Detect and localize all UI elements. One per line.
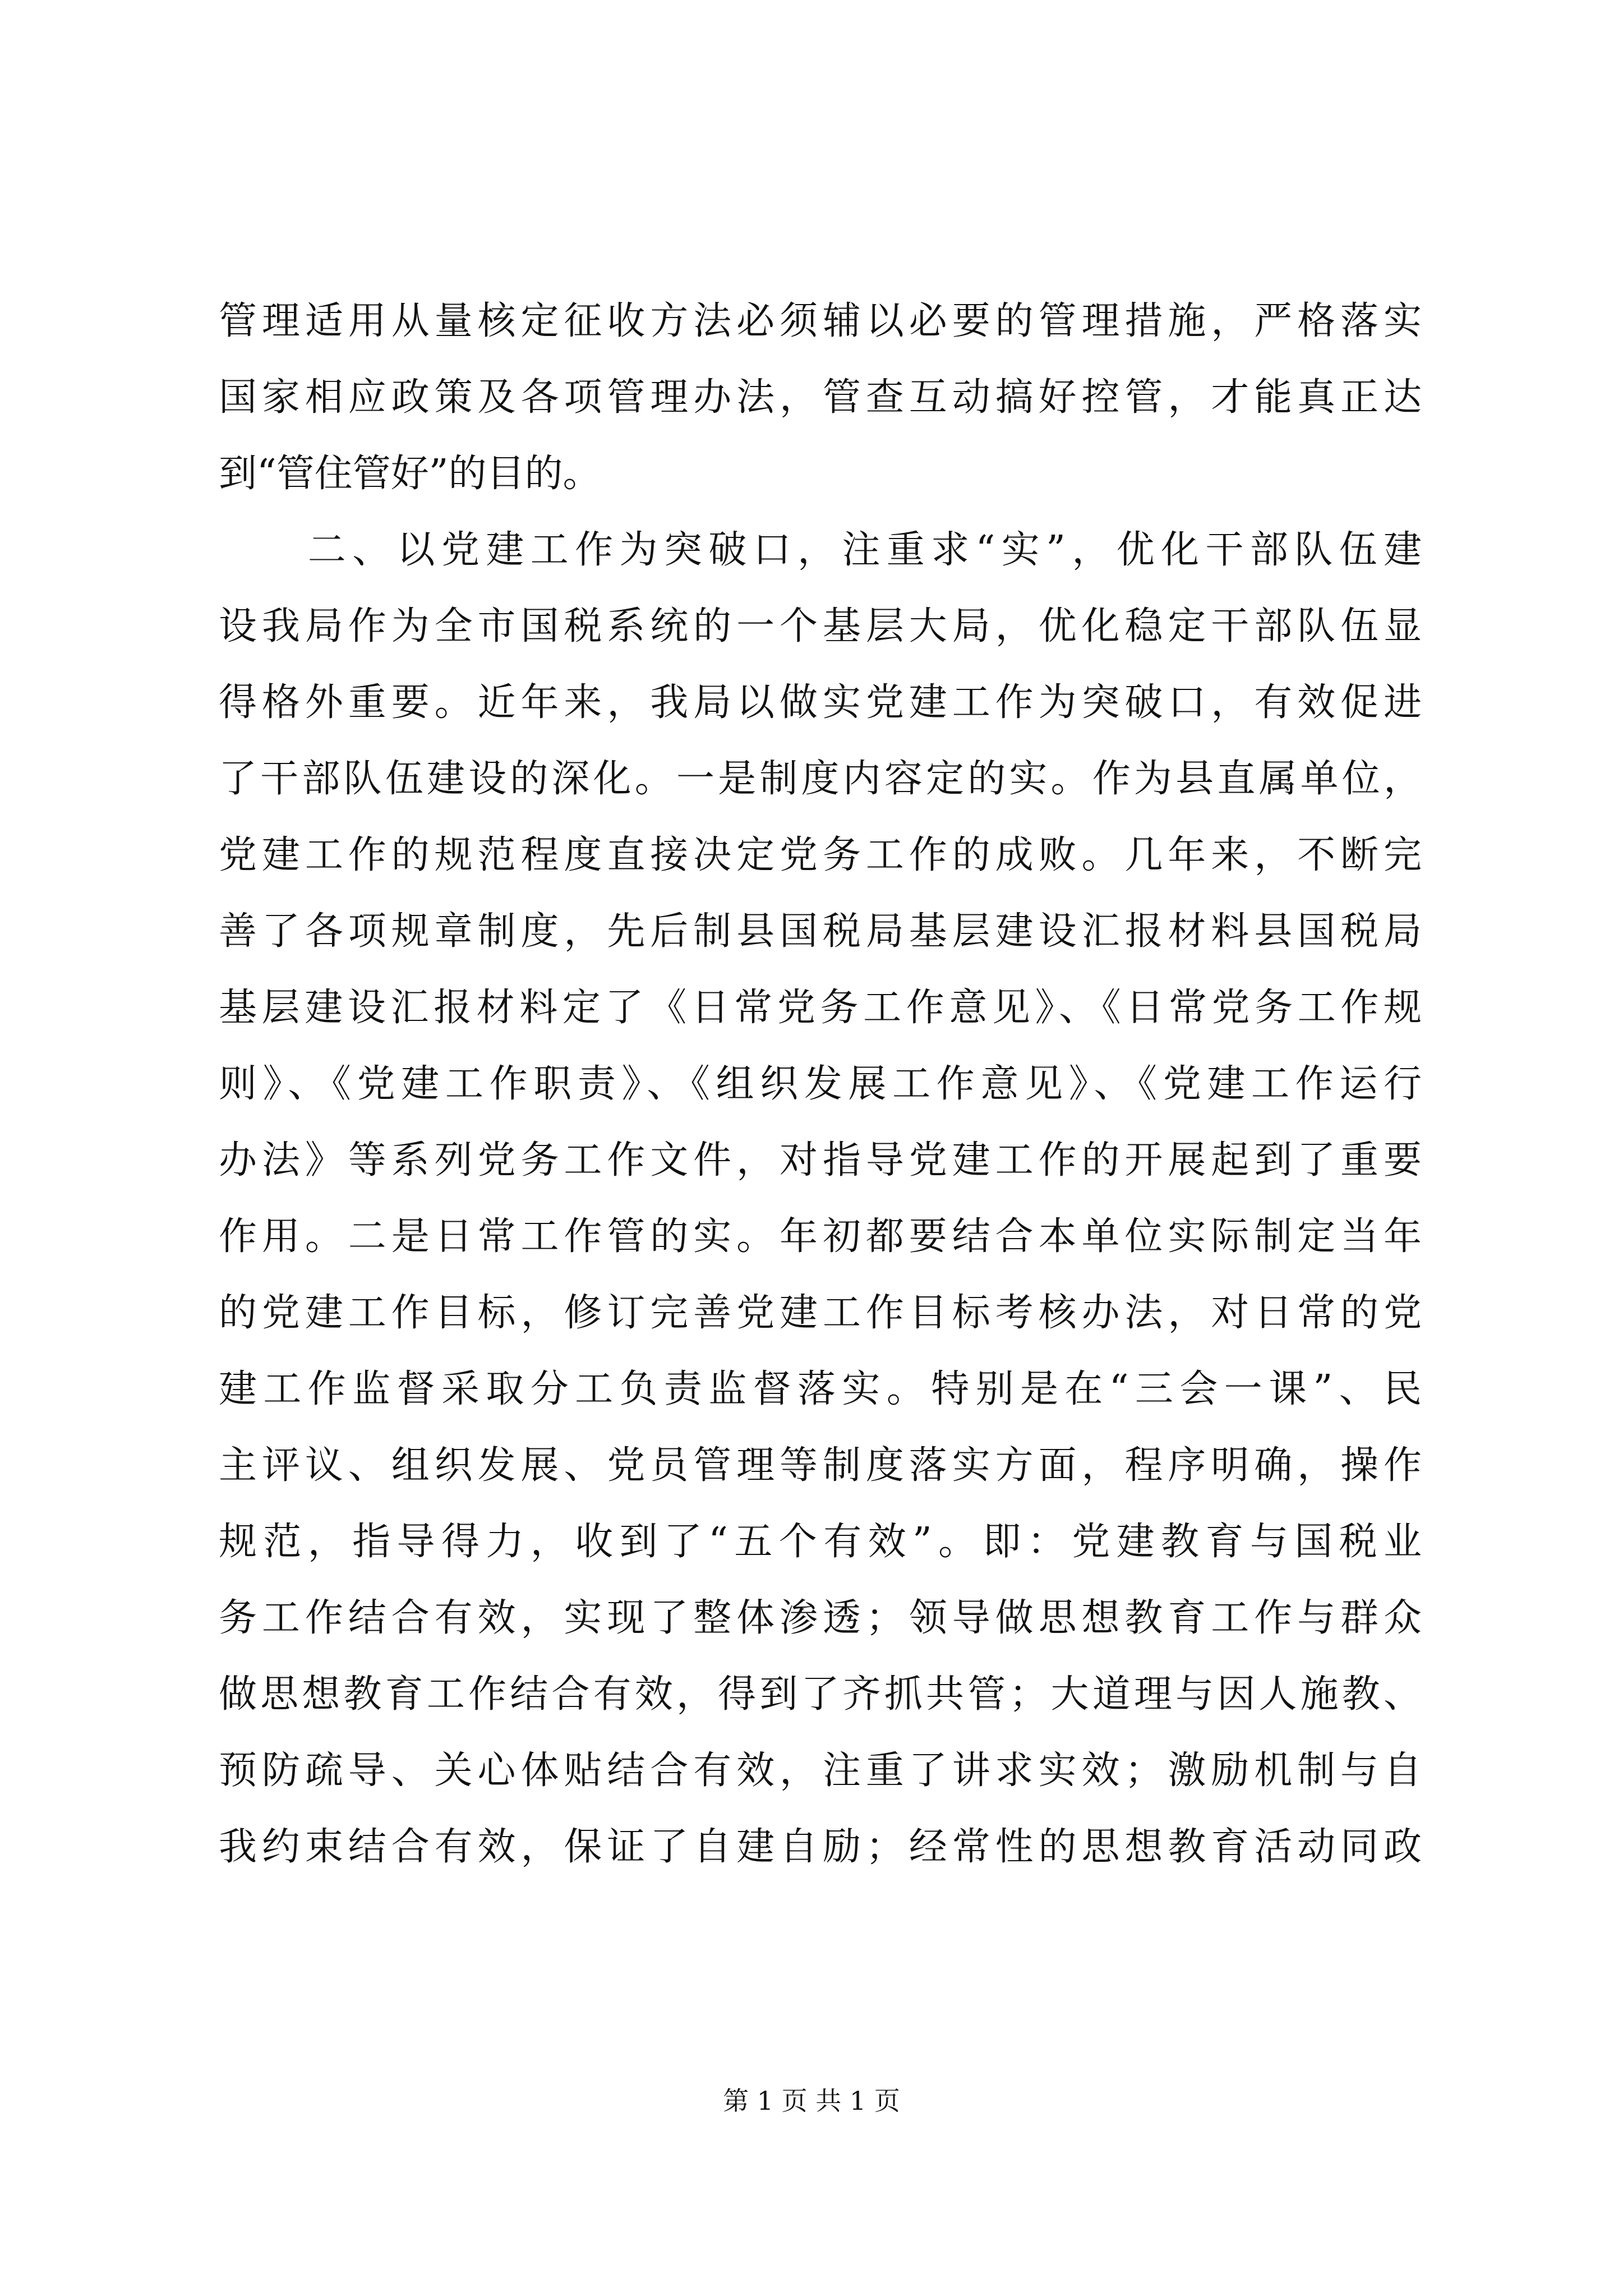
text-line: 的党建工作目标，修订完善党建工作目标考核办法，对日常的党 xyxy=(219,1291,1422,1335)
text-line: 办法》等系列党务工作文件，对指导党建工作的开展起到了重要 xyxy=(219,1138,1422,1182)
text-line: 做思想教育工作结合有效，得到了齐抓共管；大道理与因人施教、 xyxy=(219,1672,1422,1717)
text-line: 二、以党建工作为突破口，注重求“实”，优化干部队伍建 xyxy=(219,528,1422,572)
text-line: 管理适用从量核定征收方法必须辅以必要的管理措施，严格落实 xyxy=(219,299,1422,343)
text-line: 善了各项规章制度，先后制县国税局基层建设汇报材料县国税局 xyxy=(219,909,1422,954)
document-body xyxy=(219,283,1422,1885)
text-line: 建工作监督采取分工负责监督落实。特别是在“三会一课”、民 xyxy=(219,1367,1422,1411)
text-line: 党建工作的规范程度直接决定党务工作的成败。几年来，不断完 xyxy=(219,833,1422,877)
text-line: 国家相应政策及各项管理办法，管查互动搞好控管，才能真正达 xyxy=(219,375,1422,420)
text-line: 我约束结合有效，保证了自建自励；经常性的思想教育活动同政 xyxy=(219,1825,1422,1869)
text-line: 到“管住管好”的目的。 xyxy=(219,452,601,496)
text-line: 主评议、组织发展、党员管理等制度落实方面，程序明确，操作 xyxy=(219,1443,1422,1488)
text-line: 规范，指导得力，收到了“五个有效”。即：党建教育与国税业 xyxy=(219,1520,1422,1564)
text-line: 设我局作为全市国税系统的一个基层大局，优化稳定干部队伍显 xyxy=(219,604,1422,648)
text-line: 了干部队伍建设的深化。一是制度内容定的实。作为县直属单位， xyxy=(219,757,1422,801)
text-line: 作用。二是日常工作管的实。年初都要结合本单位实际制定当年 xyxy=(219,1214,1422,1259)
text-line: 基层建设汇报材料定了《日常党务工作意见》、《日常党务工作规 xyxy=(219,986,1422,1030)
text-line: 得格外重要。近年来，我局以做实党建工作为突破口，有效促进 xyxy=(219,680,1422,725)
text-line: 则》、《党建工作职责》、《组织发展工作意见》、《党建工作运行 xyxy=(219,1062,1422,1106)
page-footer: 第 1 页 共 1 页 xyxy=(723,2086,900,2116)
text-line: 务工作结合有效，实现了整体渗透；领导做思想教育工作与群众 xyxy=(219,1596,1422,1640)
text-line: 预防疏导、关心体贴结合有效，注重了讲求实效；激励机制与自 xyxy=(219,1749,1422,1793)
